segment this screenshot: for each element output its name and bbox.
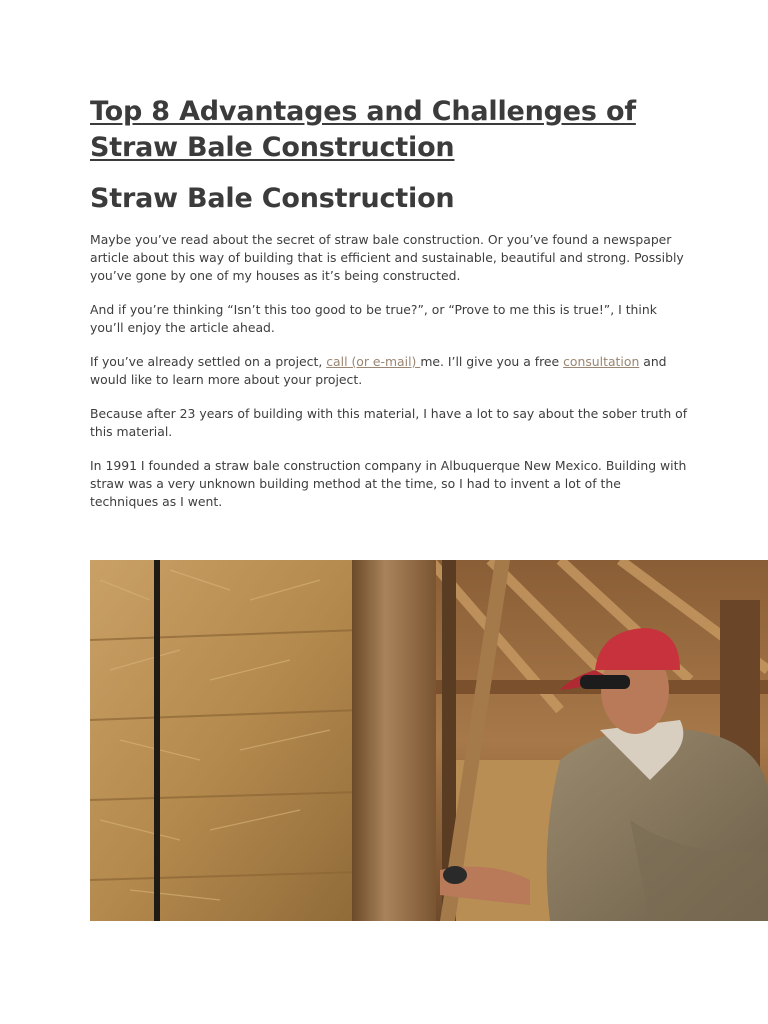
paragraph-contact-text-2: me. I’ll give you a free <box>420 354 564 369</box>
article-subtitle: Straw Bale Construction <box>90 183 455 214</box>
paragraph-too-good: And if you’re thinking “Isn’t this too good to be true?”, or “Prove to me this is true!”, I think you’ll enjoy the article ahead. <box>90 302 657 335</box>
paragraph-contact-text-1: If you’ve already settled on a project, <box>90 354 327 369</box>
article <box>90 94 690 511</box>
paragraph-contact-text-3: and would like to learn more about your project. <box>90 354 667 387</box>
consultation-link[interactable]: consultation <box>563 354 640 369</box>
straw-bale-photo <box>90 560 768 921</box>
paragraph-history: In 1991 I founded a straw bale construction company in Albuquerque New Mexico. Building with straw was a very unknown building method at the time, so I had to invent a lot of the techniques as I went. <box>90 458 687 509</box>
paragraph-intro: Maybe you’ve read about the secret of straw bale construction. Or you’ve found a newspaper article about this way of building that is efficient and sustainable, beautiful and strong. Possibly you’ve gone by one of my houses as it’s being constructed. <box>90 232 684 283</box>
paragraph-experience: Because after 23 years of building with this material, I have a lot to say about the sober truth of this material. <box>90 406 688 439</box>
paragraph-contact <box>90 353 688 389</box>
call-email-link[interactable]: call (or e-mail) <box>326 354 421 369</box>
article-title: Top 8 Advantages and Challenges of Straw Bale Construction <box>90 96 636 163</box>
